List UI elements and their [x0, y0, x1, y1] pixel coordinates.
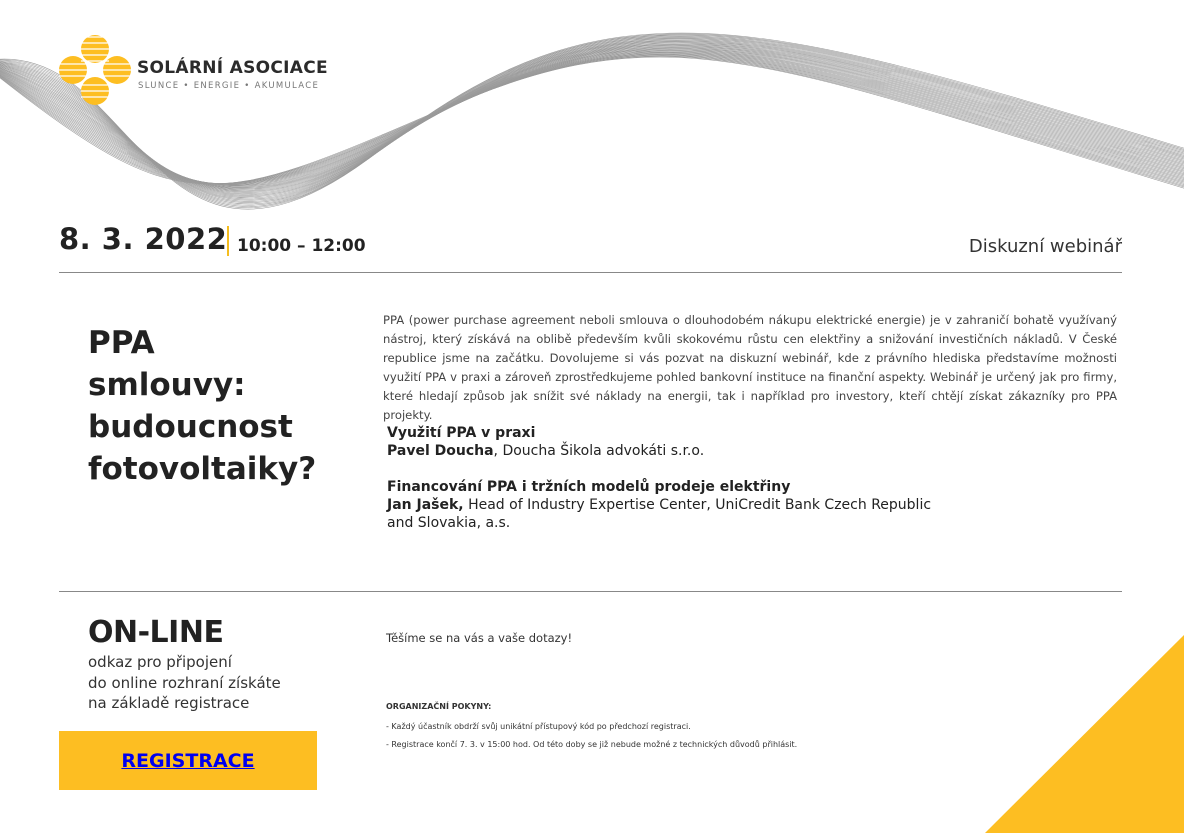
online-subtitle-line: odkaz pro připojení — [88, 653, 232, 671]
yellow-corner-triangle — [985, 635, 1184, 833]
talk-2 — [387, 478, 987, 532]
talk-1 — [387, 424, 987, 460]
talk-title: Financování PPA i tržních modelů prodeje elektřiny — [387, 479, 791, 495]
headline-line: smlouvy: — [88, 367, 246, 403]
brand-name: SOLÁRNÍ ASOCIACE — [137, 58, 328, 78]
registration-button[interactable] — [59, 731, 317, 790]
org-instruction-item: - Registrace končí 7. 3. v 15:00 hod. Od této doby se již nebude možné z technických důvodů přihlásit. — [386, 740, 798, 749]
online-title: ON-LINE — [88, 615, 224, 650]
intro-paragraph: PPA (power purchase agreement neboli smlouva o dlouhodobém nákupu elektrické energie) je v zahraničí bohatě využívaný nástroj, který získává na oblibě především kvůli skokovému růstu cen elektřiny a snižování investičních nákladů. V České republice jsme na začátku. Dovolujeme si vás pozvat na diskuzní webinář, kde z právního hlediska představíme možnosti využití PPA v praxi a zároveň zprostředkujeme pohled bankovní instituce na finanční aspekty. Webinář je určený jak pro firmy, které hledají způsob jak snížit své náklady na energii, tak i například pro investory, kteří chtějí získat zákazníky pro PPA projekty. — [383, 313, 1117, 423]
headline-line: PPA — [88, 325, 155, 361]
talk-speaker: Pavel Doucha — [387, 443, 494, 459]
event-date: 8. 3. 2022 — [59, 222, 228, 256]
event-time: 10:00 – 12:00 — [237, 236, 366, 256]
headline — [88, 322, 348, 490]
date-separator — [227, 226, 229, 256]
online-subtitle — [88, 652, 348, 714]
talk-title: Využití PPA v praxi — [387, 425, 536, 441]
bottom-divider — [59, 591, 1122, 592]
top-divider — [59, 272, 1122, 273]
talk-affiliation-cont: and Slovakia, a.s. — [387, 515, 511, 531]
org-instruction-item: - Každý účastník obdrží svůj unikátní přístupový kód po předchozí registraci. — [386, 722, 691, 731]
talk-affiliation: , Doucha Šikola advokáti s.r.o. — [493, 443, 705, 459]
registration-link[interactable]: REGISTRACE — [121, 749, 255, 772]
headline-line: budoucnost — [88, 409, 293, 445]
talk-affiliation: Head of Industry Expertise Center, UniCredit Bank Czech Republic — [463, 497, 932, 513]
org-instructions-title: ORGANIZAČNÍ POKYNY: — [386, 702, 492, 711]
online-subtitle-line: do online rozhraní získáte — [88, 673, 281, 692]
online-subtitle-line: na základě registrace — [88, 694, 250, 712]
headline-line: fotovoltaiky? — [88, 451, 317, 487]
talk-speaker: Jan Jašek, — [387, 497, 464, 513]
event-type: Diskuzní webinář — [968, 236, 1122, 257]
closing-thanks: Těšíme se na vás a vaše dotazy! — [386, 631, 573, 645]
brand-tagline: SLUNCE • ENERGIE • AKUMULACE — [138, 81, 320, 91]
